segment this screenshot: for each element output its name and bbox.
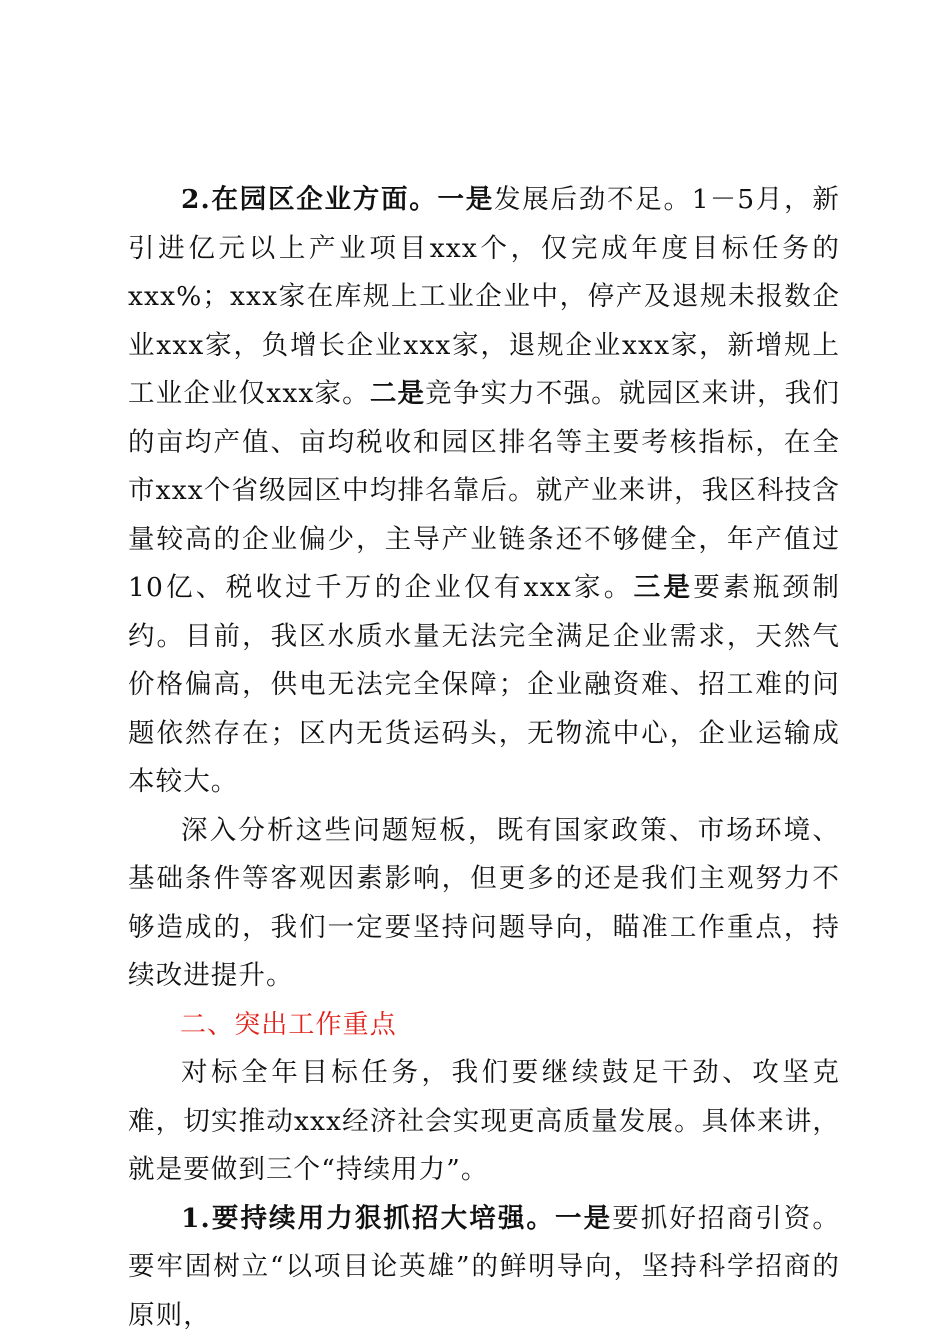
paragraph-investment bbox=[128, 1195, 840, 1341]
document-body bbox=[128, 176, 840, 1340]
text-third-point: 要素瓶颈制约。目前，我区水质水量无法完全满足企业需求，天然气价格偏高，供电无法完全保障；企业融资难、招工难的问题依然存在；区内无货运码头，无物流中心，企业运输成本较大。 bbox=[128, 572, 840, 797]
text-first-point: 发展后劲不足。1－5月，新引进亿元以上产业项目xxx个，仅完成年度目标任务的xxx%；xxx家在库规上工业企业中，停产及退规未报数企业xxx家，负增长企业xxx家，退规企业xxx家，新增规上工业企业仅xxx家。 bbox=[128, 184, 840, 409]
point-label-first-2: 一是 bbox=[555, 1202, 613, 1234]
section-heading-2: 二、突出工作重点 bbox=[180, 1009, 397, 1040]
section-label-2: 2.在园区企业方面。 bbox=[181, 184, 438, 215]
point-label-first: 一是 bbox=[437, 184, 494, 215]
paragraph-industrial-park bbox=[128, 176, 840, 807]
point-label-third: 三是 bbox=[633, 572, 694, 603]
subsection-label-1: 1.要持续用力狠抓招大培强。 bbox=[181, 1202, 556, 1234]
point-label-second: 二是 bbox=[369, 378, 426, 409]
text-investment: 要抓好招商引资。要牢固树立“以项目论英雄”的鲜明导向，坚持科学招商的原则， bbox=[128, 1202, 840, 1331]
paragraph-analysis: 深入分析这些问题短板，既有国家政策、市场环境、基础条件等客观因素影响，但更多的还是我们主观努力不够造成的，我们一定要坚持问题导向，瞄准工作重点，持续改进提升。 bbox=[128, 814, 840, 991]
text-second-point: 竞争实力不强。就园区来讲，我们的亩均产值、亩均税收和园区排名等主要考核指标，在全市xxx个省级园区中均排名靠后。就产业来讲，我区科技含量较高的企业偏少，主导产业链条还不够健全，年产值过10亿、税收过千万的企业仅有xxx家。 bbox=[128, 378, 841, 603]
paragraph-targets: 对标全年目标任务，我们要继续鼓足干劲、攻坚克难，切实推动xxx经济社会实现更高质量发展。具体来讲，就是要做到三个“持续用力”。 bbox=[128, 1057, 840, 1185]
